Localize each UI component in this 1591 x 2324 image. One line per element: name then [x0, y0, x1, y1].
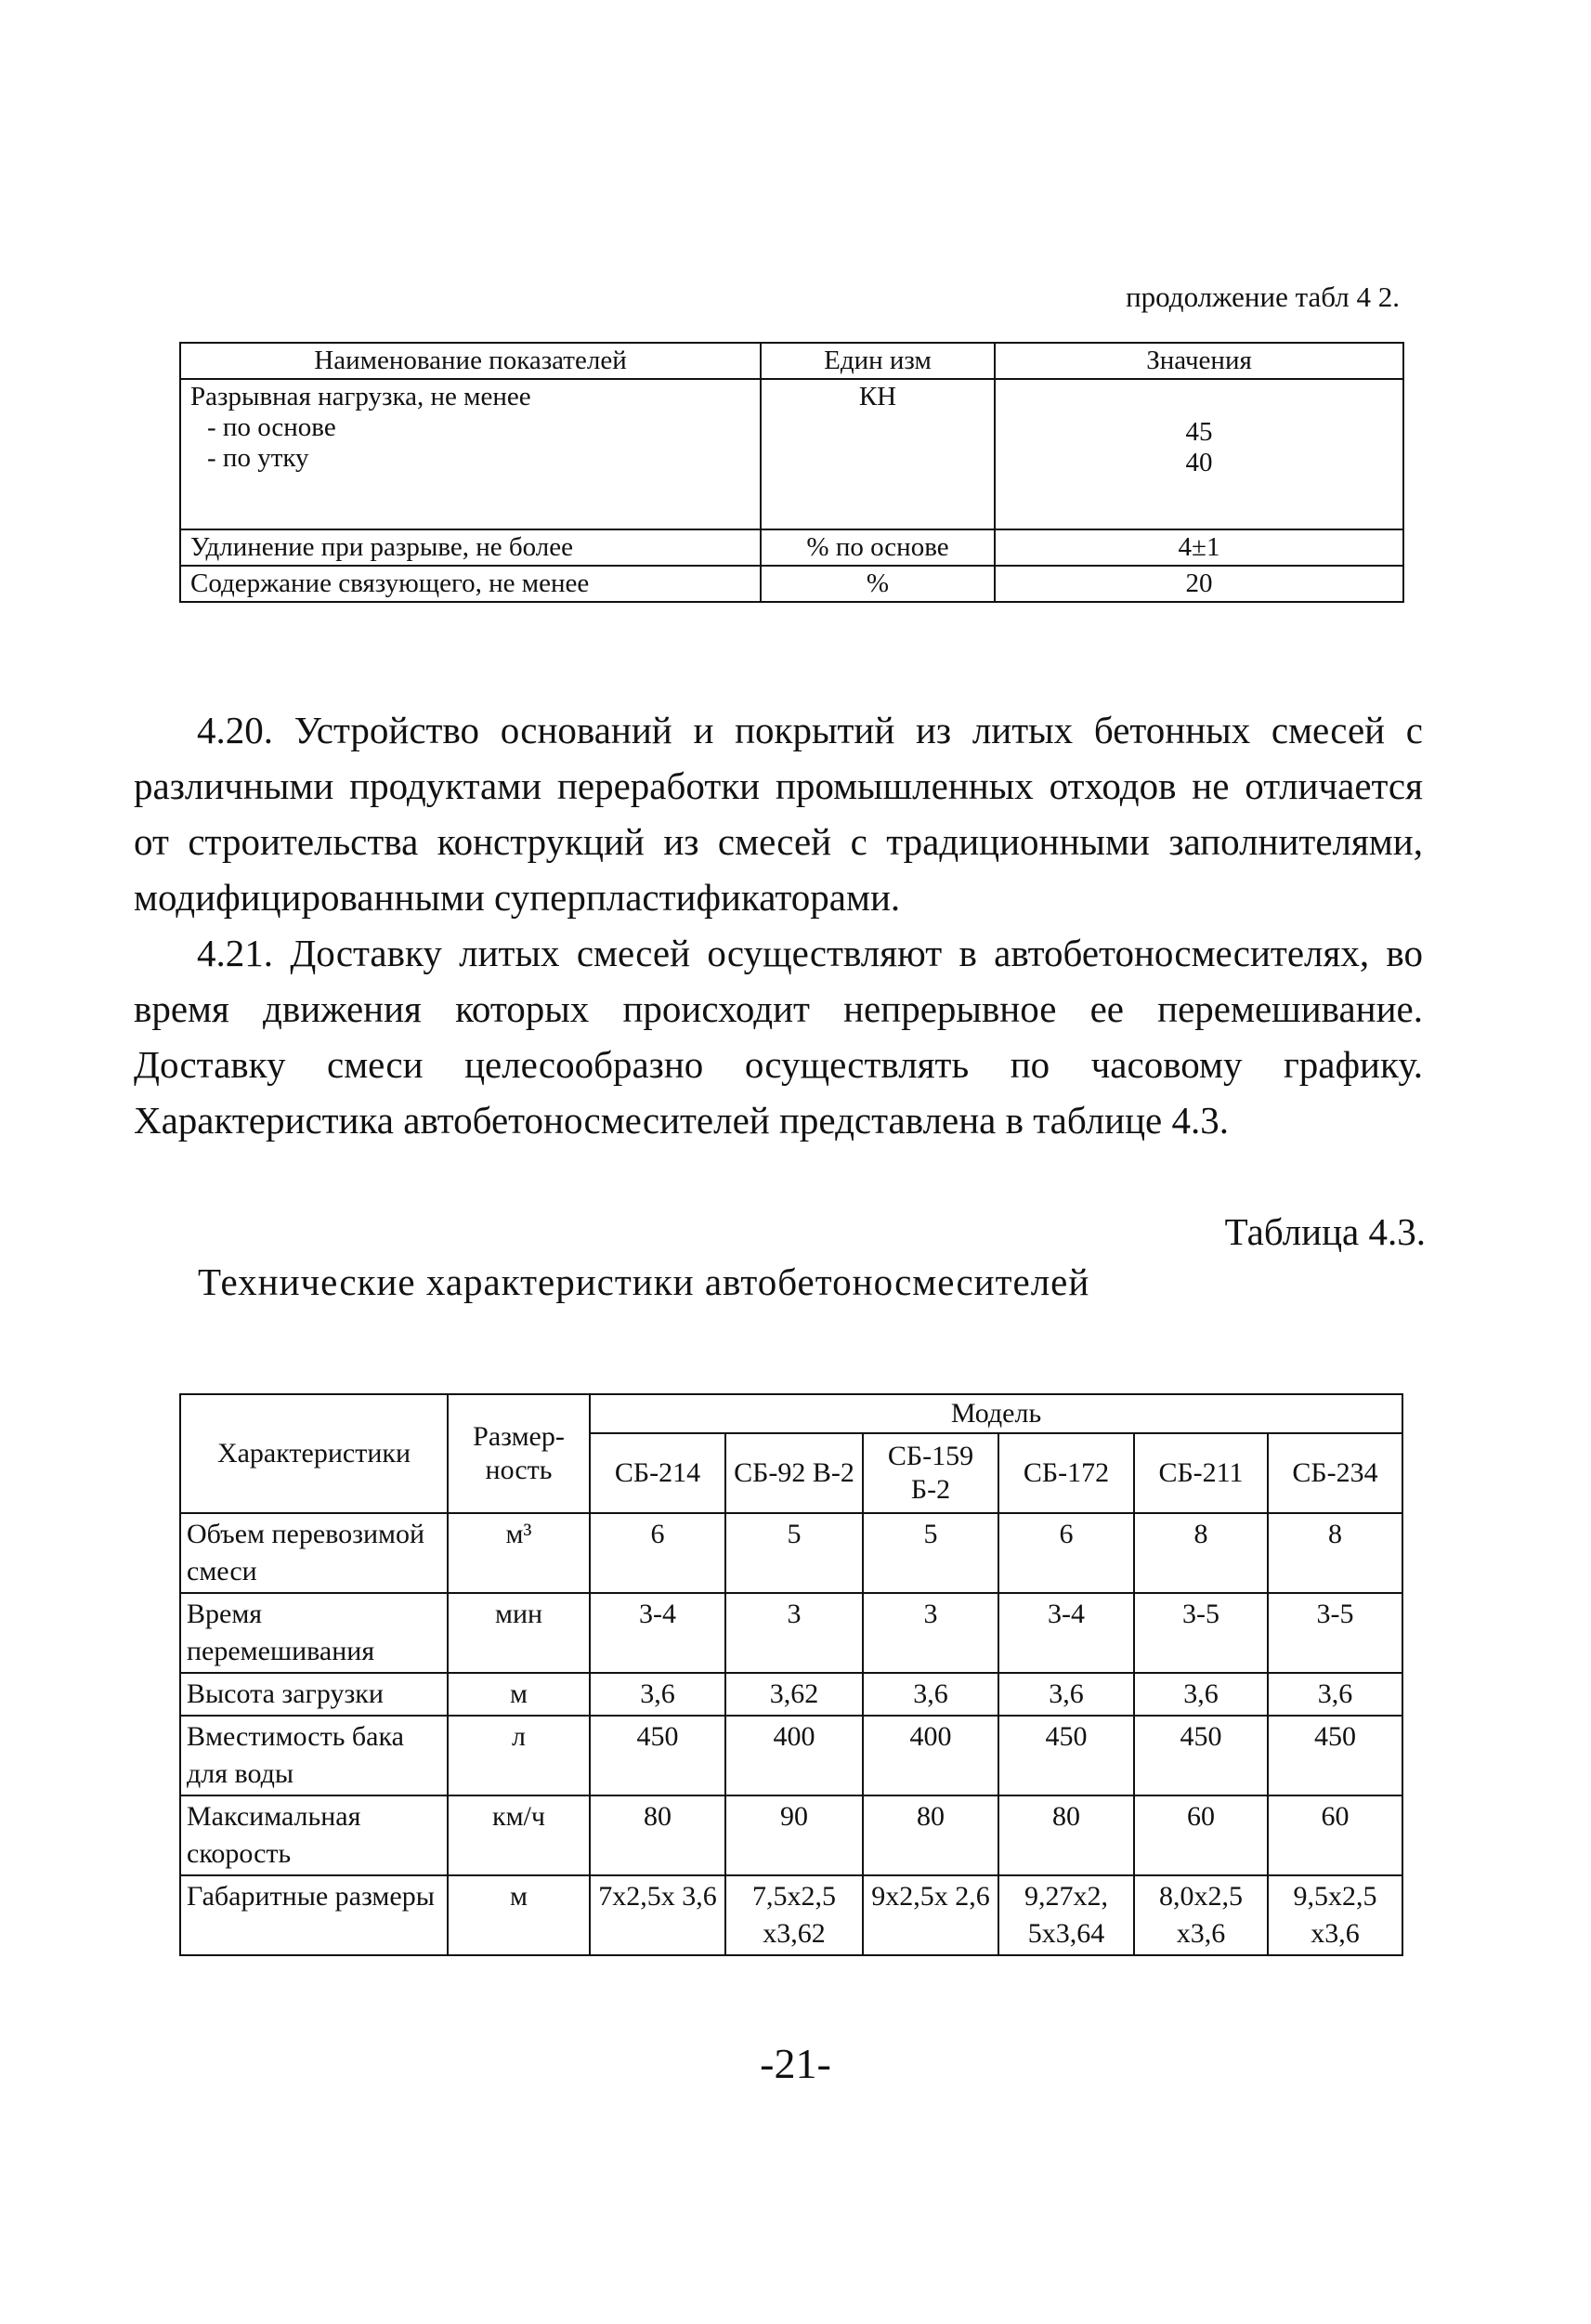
- header-characteristics: Характеристики: [180, 1394, 448, 1513]
- table-row: [180, 529, 1403, 566]
- row-value: 8,0х2,5 х3,6: [1134, 1875, 1268, 1955]
- row-value: 7х2,5х 3,6: [590, 1875, 725, 1955]
- indicator-value: 40: [1185, 448, 1213, 477]
- header-model: Модель: [590, 1394, 1402, 1433]
- indicator-unit: % по основе: [761, 529, 995, 566]
- table-row: [180, 379, 1403, 529]
- header-values: Значения: [995, 343, 1403, 379]
- row-value: 450: [1268, 1716, 1402, 1795]
- row-value: 450: [998, 1716, 1134, 1795]
- row-value: 3,6: [863, 1673, 998, 1716]
- row-value: 6: [590, 1513, 725, 1593]
- row-value: 450: [1134, 1716, 1268, 1795]
- table-number: Таблица 4.3.: [1224, 1210, 1426, 1253]
- indicator-value: 20: [995, 566, 1403, 602]
- indicator-sub-item: - по утку: [207, 443, 309, 473]
- header-unit: Един изм: [761, 343, 995, 379]
- header-model-name: СБ-159 Б-2: [863, 1433, 998, 1513]
- table-row: [180, 566, 1403, 602]
- indicator-name: Содержание связующего, не менее: [180, 566, 761, 602]
- header-dimension: Размер-ность: [448, 1394, 590, 1513]
- mixers-table: [179, 1393, 1403, 1956]
- row-value: 7,5х2,5 х3,62: [725, 1875, 863, 1955]
- row-characteristic: Время перемешивания: [180, 1593, 448, 1673]
- page-number: -21-: [760, 2040, 831, 2087]
- row-value: 9х2,5х 2,6: [863, 1875, 998, 1955]
- row-value: 400: [863, 1716, 998, 1795]
- row-characteristic: Высота загрузки: [180, 1673, 448, 1716]
- table-row: [180, 1875, 1402, 1955]
- row-value: 90: [725, 1795, 863, 1875]
- table-row: [180, 1716, 1402, 1795]
- table-row: [180, 1513, 1402, 1593]
- row-unit: мин: [448, 1593, 590, 1673]
- row-value: 3-4: [998, 1593, 1134, 1673]
- row-unit: м: [448, 1673, 590, 1716]
- row-characteristic: Габаритные размеры: [180, 1875, 448, 1955]
- body-text: [134, 702, 1423, 1148]
- row-value: 400: [725, 1716, 863, 1795]
- row-value: 5: [863, 1513, 998, 1593]
- table-row: [180, 1673, 1402, 1716]
- header-model-name: СБ-92 В-2: [725, 1433, 863, 1513]
- row-value: 80: [590, 1795, 725, 1875]
- row-characteristic: Вместимость бака для воды: [180, 1716, 448, 1795]
- header-model-name: СБ-234: [1268, 1433, 1402, 1513]
- row-value: 3,6: [998, 1673, 1134, 1716]
- row-value: 3,62: [725, 1673, 863, 1716]
- row-value: 9,27х2, 5х3,64: [998, 1875, 1134, 1955]
- indicator-values: [995, 379, 1403, 529]
- table-row: [180, 1795, 1402, 1875]
- table-title: Технические характеристики автобетоносмесителей: [198, 1260, 1090, 1303]
- row-value: 6: [998, 1513, 1134, 1593]
- header-model-name: СБ-172: [998, 1433, 1134, 1513]
- row-value: 8: [1268, 1513, 1402, 1593]
- indicators-table: [179, 342, 1404, 603]
- table-row: [180, 1593, 1402, 1673]
- row-value: 3: [725, 1593, 863, 1673]
- indicator-unit: %: [761, 566, 995, 602]
- header-model-name: СБ-211: [1134, 1433, 1268, 1513]
- row-value: 450: [590, 1716, 725, 1795]
- row-value: 60: [1268, 1795, 1402, 1875]
- indicator-sub-item: - по основе: [207, 412, 336, 442]
- header-model-name: СБ-214: [590, 1433, 725, 1513]
- indicator-unit: КН: [761, 379, 995, 529]
- row-unit: м³: [448, 1513, 590, 1593]
- row-characteristic: Объем перевозимой смеси: [180, 1513, 448, 1593]
- paragraph-4-20: 4.20. Устройство оснований и покрытий из литых бетонных смесей с различными продуктами переработки промышленных отходов не отличается от строительства конструкций из смесей с традиционными заполнителями, модифицированными суперпластификаторами.: [134, 709, 1423, 919]
- indicator-name: [180, 379, 761, 529]
- row-unit: км/ч: [448, 1795, 590, 1875]
- table-continuation-label: продолжение табл 4 2.: [1126, 281, 1400, 313]
- indicator-name: Удлинение при разрыве, не более: [180, 529, 761, 566]
- row-characteristic: Максимальная скорость: [180, 1795, 448, 1875]
- row-value: 80: [998, 1795, 1134, 1875]
- row-value: 3,6: [590, 1673, 725, 1716]
- row-value: 60: [1134, 1795, 1268, 1875]
- indicator-value: 45: [1185, 417, 1213, 447]
- row-value: 3,6: [1134, 1673, 1268, 1716]
- row-value: 3,6: [1268, 1673, 1402, 1716]
- row-unit: л: [448, 1716, 590, 1795]
- paragraph-4-21: 4.21. Доставку литых смесей осуществляют в автобетоносмесителях, во время движения которых происходит непрерывное ее перемешивание. Доставку смеси целесообразно осуществлять по часовому графику. Характеристика автобетоносмесителей представлена в таблице 4.3.: [134, 932, 1423, 1142]
- table-header-row: [180, 1394, 1402, 1433]
- row-value: 80: [863, 1795, 998, 1875]
- header-indicator-name: Наименование показателей: [180, 343, 761, 379]
- indicator-value: 4±1: [995, 529, 1403, 566]
- row-unit: м: [448, 1875, 590, 1955]
- row-value: 3-5: [1268, 1593, 1402, 1673]
- row-value: 3-5: [1134, 1593, 1268, 1673]
- row-value: 8: [1134, 1513, 1268, 1593]
- row-value: 9,5х2,5 х3,6: [1268, 1875, 1402, 1955]
- row-value: 5: [725, 1513, 863, 1593]
- row-value: 3-4: [590, 1593, 725, 1673]
- table-header-row: [180, 343, 1403, 379]
- row-value: 3: [863, 1593, 998, 1673]
- indicator-label: Разрывная нагрузка, не менее: [190, 382, 531, 411]
